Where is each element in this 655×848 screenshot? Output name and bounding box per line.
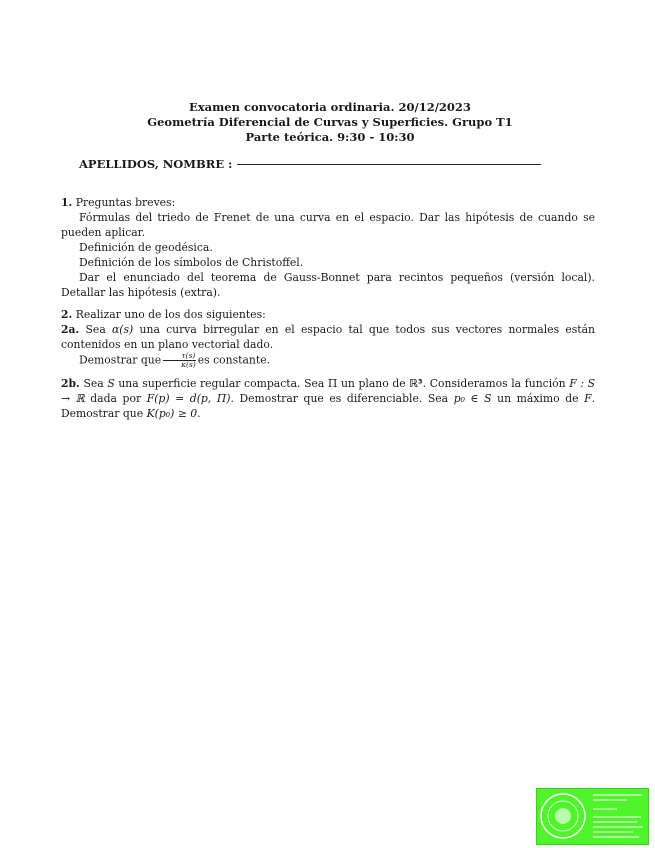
exam-part-time: Parte teórica. 9:30 - 10:30 <box>245 130 415 144</box>
question-2-number: 2. <box>61 308 73 321</box>
question-1-intro: Preguntas breves: <box>75 196 176 209</box>
question-2b-text: . Consideramos la función <box>422 377 566 390</box>
question-2a-task-text: es constante. <box>197 353 271 367</box>
fraction-denominator: κ(s) <box>163 360 196 369</box>
question-1 <box>61 195 595 300</box>
question-2b <box>61 376 595 421</box>
question-1-item-christoffel: Definición de los símbolos de Christoffel. <box>79 256 304 269</box>
curvature-inequality: K(p₀) ≥ 0 <box>146 407 198 420</box>
question-1-item-geodesic: Definición de geodésica. <box>79 241 213 254</box>
max-point-symbol: p₀ ∈ S <box>453 392 492 405</box>
function-symbol: F <box>584 392 592 405</box>
question-2b-text: Sea <box>83 377 104 390</box>
exam-title: Examen convocatoria ordinaria. 20/12/2023 <box>189 100 471 114</box>
seal-icon <box>537 789 648 844</box>
function-map: F : S → ℝ <box>61 377 595 405</box>
fraction-numerator: τ(s) <box>181 351 196 360</box>
torsion-curvature-fraction <box>163 352 196 369</box>
exam-header <box>60 100 600 145</box>
question-2b-label: 2b. <box>61 377 80 390</box>
question-2b-text: . Demostrar que <box>61 392 596 420</box>
question-2a-task <box>61 352 595 369</box>
question-1-item-frenet: Fórmulas del triedo de Frenet de una curva en el espacio. Dar las hipótesis de cuando se pueden aplicar. <box>61 211 595 239</box>
question-2 <box>61 307 595 369</box>
function-definition: F(p) = d(p, Π) <box>146 392 231 405</box>
question-2b-text: . Demostrar que es diferenciable. Sea <box>230 392 449 405</box>
question-2b-text: . <box>197 407 201 420</box>
course-title: Geometría Diferencial de Curvas y Superficies. Grupo T1 <box>147 115 513 129</box>
question-1-number: 1. <box>61 196 73 209</box>
surface-symbol: S <box>107 377 115 390</box>
question-2a-label: 2a. <box>61 323 80 336</box>
official-stamp <box>536 788 649 845</box>
question-1-item-gauss-bonnet: Dar el enunciado del teorema de Gauss-Bonnet para recintos pequeños (versión local). Detallar las hipótesis (extra). <box>61 271 595 299</box>
question-2a-text: una curva birregular en el espacio tal que todos sus vectores normales están contenidos en un plano vectorial dado. <box>61 323 596 351</box>
question-2b-text: una superficie regular compacta. Sea Π un plano de <box>118 377 406 390</box>
question-2a-text: Sea <box>85 323 106 336</box>
name-underline <box>237 164 541 165</box>
question-2a-statement <box>61 322 595 352</box>
question-2b-text: un máximo de <box>497 392 579 405</box>
name-label: APELLIDOS, NOMBRE : <box>79 157 233 171</box>
question-2b-text: dada por <box>90 392 142 405</box>
curve-symbol: α(s) <box>112 323 134 336</box>
question-2a-task-text: Demostrar que <box>79 353 162 367</box>
r3-symbol: ℝ³ <box>409 377 423 390</box>
question-2-intro: Realizar uno de los dos siguientes: <box>75 308 266 321</box>
